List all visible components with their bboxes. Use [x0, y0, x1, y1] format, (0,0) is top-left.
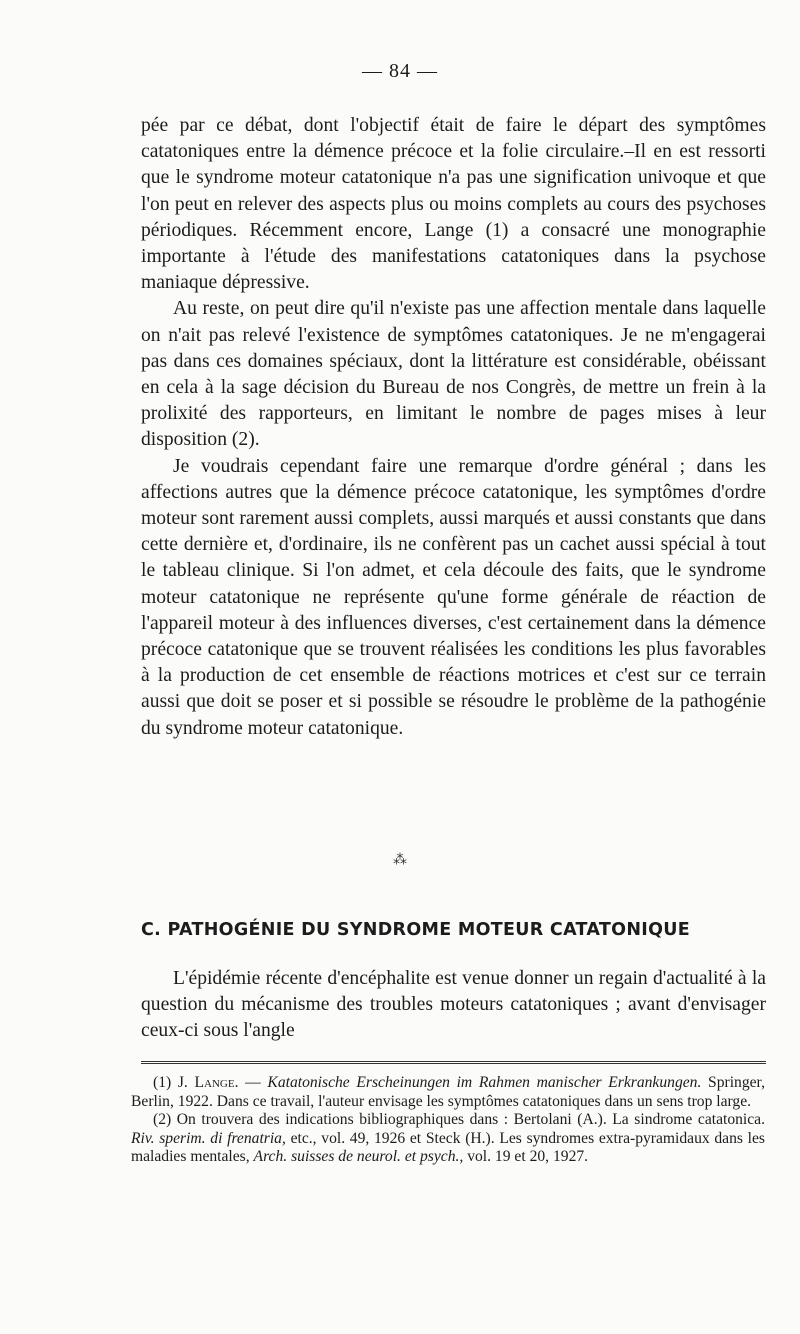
paragraph: pée par ce débat, dont l'objectif était de faire le départ des symptômes catatoniques entre la démence précoce et la folie circulaire.–Il en est ressorti que le syndrome moteur catatonique n'a pas une signification univoque et que l'on peut en relever des aspects plus ou moins complets au cours des psychoses périodiques. Récemment encore, Lange (1) a consacré une monographie importante à l'étude des manifestations catatoniques dans la psychose maniaque dépressive. [141, 115, 766, 294]
section-paragraph: L'épidémie récente d'encéphalite est venue donner un regain d'actualité à la question du mécanisme des troubles moteurs catatoniques ; avant d'envisager ceux-ci sous l'angle [141, 968, 766, 1042]
paragraph: Je voudrais cependant faire une remarque d'ordre général ; dans les affections autres que la démence précoce catatonique, les symptômes d'ordre moteur sont rarement aussi complets, aussi marqués et aussi constants que dans cette dernière et, d'ordinaire, ils ne confèrent pas un cachet aussi spécial à tout le tableau clinique. Si l'on admet, et cela découle des faits, que le syndrome moteur catatonique ne représente qu'une forme générale de réaction de l'appareil moteur à des influences diverses, c'est certainement dans la démence précoce catatonique que se trouvent réalisées les conditions les plus favorables à la production de cet ensemble de réactions motrices et c'est sur ce terrain aussi que doit se poser et si possible se résoudre le problème de la pathogénie du syndrome moteur catatonique. [141, 455, 766, 739]
footnote-1-title: Katatonische Erscheinungen im Rahmen manischer Erkrankungen. [267, 1074, 702, 1091]
paragraph: Au reste, on peut dire qu'il n'existe pas une affection mentale dans laquelle on n'ait pas relevé l'existence de symptômes catatoniques. Je ne m'engagerai pas dans ces domaines spéciaux, dont la littérature est considérable, obéissant en cela à la sage décision du Bureau de nos Congrès, de mettre un frein à la prolixité des rapporteurs, en limitant le nombre de pages mises à leur disposition (2). [141, 298, 766, 451]
page-number: — 84 — [362, 60, 438, 82]
footnote-1-dash: — [238, 1074, 268, 1091]
footnote-2-intro: (2) On trouvera des indications bibliographiques dans : Bertolani (A.). La sindrome catatonica. [153, 1111, 765, 1129]
footnote-1-author: Lange. [194, 1074, 239, 1091]
footnote-2-journal-1: Riv. sperim. di frenatria, [131, 1129, 286, 1147]
footnote-2-mid: etc., vol. 49, 1926 et Steck (H.). Les syndromes extra-pyramidaux dans les maladies mentales, [131, 1129, 765, 1166]
footnote-1-rest: Springer, Berlin, 1922. Dans ce travail, l'auteur envisage les symptômes catatoniques dans un sens trop large. [131, 1074, 766, 1110]
section-heading: C. PATHOGÉNIE DU SYNDROME MOTEUR CATATONIQUE [141, 920, 691, 940]
footnote-1 [131, 1074, 765, 1111]
asterism-separator: ⁂ [393, 852, 407, 868]
footnotes [131, 1074, 765, 1167]
footnote-2 [131, 1111, 765, 1167]
footnote-2-end: vol. 19 et 20, 1927. [463, 1148, 589, 1166]
footnote-divider [141, 1061, 766, 1064]
footnote-2-journal-2: Arch. suisses de neurol. et psych., [253, 1148, 464, 1166]
footnote-1-marker: (1) J. [153, 1074, 188, 1091]
body-text [141, 113, 766, 742]
